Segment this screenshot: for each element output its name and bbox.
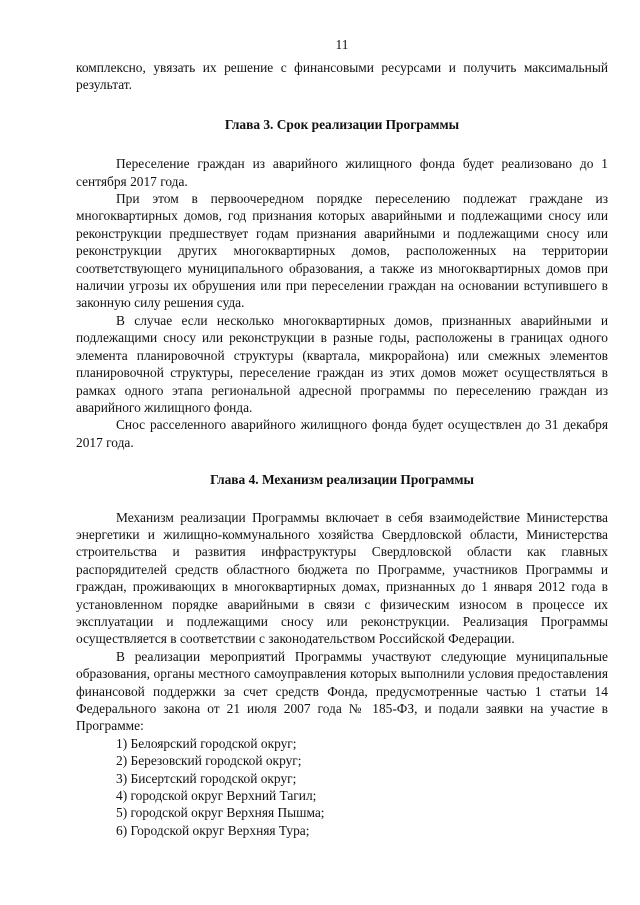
intro-paragraph: комплексно, увязать их решение с финансовыми ресурсами и получить максимальный результат. [76,60,608,93]
list-item: 2) Березовский городской округ; [116,753,302,769]
list-item: 6) Городской округ Верхняя Тура; [116,822,310,838]
chapter-3-paragraph: Переселение граждан из аварийного жилищного фонда будет реализовано до 1 сентября 2017 года. [76,156,608,189]
chapter-4-paragraph: Механизм реализации Программы включает в себя взаимодействие Министерства энергетики и жилищно-коммунального хозяйства Свердловской области, Министерства строительства и развития инфраструктуры Свердловской области как главных распорядителей средств областного бюджета по Программе, участников Программы и граждан, проживающих в многоквартирных домах, признанных до 1 января 2012 года в установленном порядке аварийными в связи с физическим износом в процессе их эксплуатации и подлежащими сносу или реконструкции. Реализация Программы осуществляется в соответствии с законодательством Российской Федерации. [76,509,608,647]
chapter-3-paragraph: Снос расселенного аварийного жилищного фонда будет осуществлен до 31 декабря 2017 года. [76,417,608,450]
municipality-list [76,735,608,839]
list-item: 4) городской округ Верхний Тагил; [116,788,317,804]
list-item: 5) городской округ Верхняя Пышма; [116,805,325,821]
chapter-3-title: Глава 3. Срок реализации Программы [224,116,460,132]
document-page [76,36,608,839]
list-item: 1) Белоярский городской округ; [116,735,297,751]
chapter-3-paragraph: В случае если несколько многоквартирных домов, признанных аварийными и подлежащими сносу или реконструкции в разные годы, расположены в границах одного элемента планировочной структуры (квартала, микрорайона) или смежных элементов планировочной структуры, переселение граждан из этих домов может осуществляться в рамках одного этапа региональной адресной программы по переселению граждан из аварийного жилищного фонда. [76,312,608,415]
list-item: 3) Бисертский городской округ; [116,770,297,786]
page-number: 11 [335,37,349,52]
chapter-4-title: Глава 4. Механизм реализации Программы [210,472,474,488]
chapter-4-paragraph: В реализации мероприятий Программы участвуют следующие муниципальные образования, органы местного самоуправления которых выполнили условия предоставления финансовой поддержки за счет средств Фонда, предусмотренные частью 1 статьи 14 Федерального закона от 21 июля 2007 года № 185-ФЗ, и подали заявки на участие в Программе: [76,648,608,734]
chapter-3-paragraph: При этом в первоочередном порядке переселению подлежат граждане из многоквартирных домов, год признания которых аварийными и подлежащими сносу или реконструкции предшествует годам признания аварийными и подлежащими сносу или реконструкции других многоквартирных домов, расположенных на территории соответствующего муниципального образования, а также из многоквартирных домов при наличии угрозы их обрушения или при переселении граждан на основании вступившего в законную силу решения суда. [76,191,608,311]
